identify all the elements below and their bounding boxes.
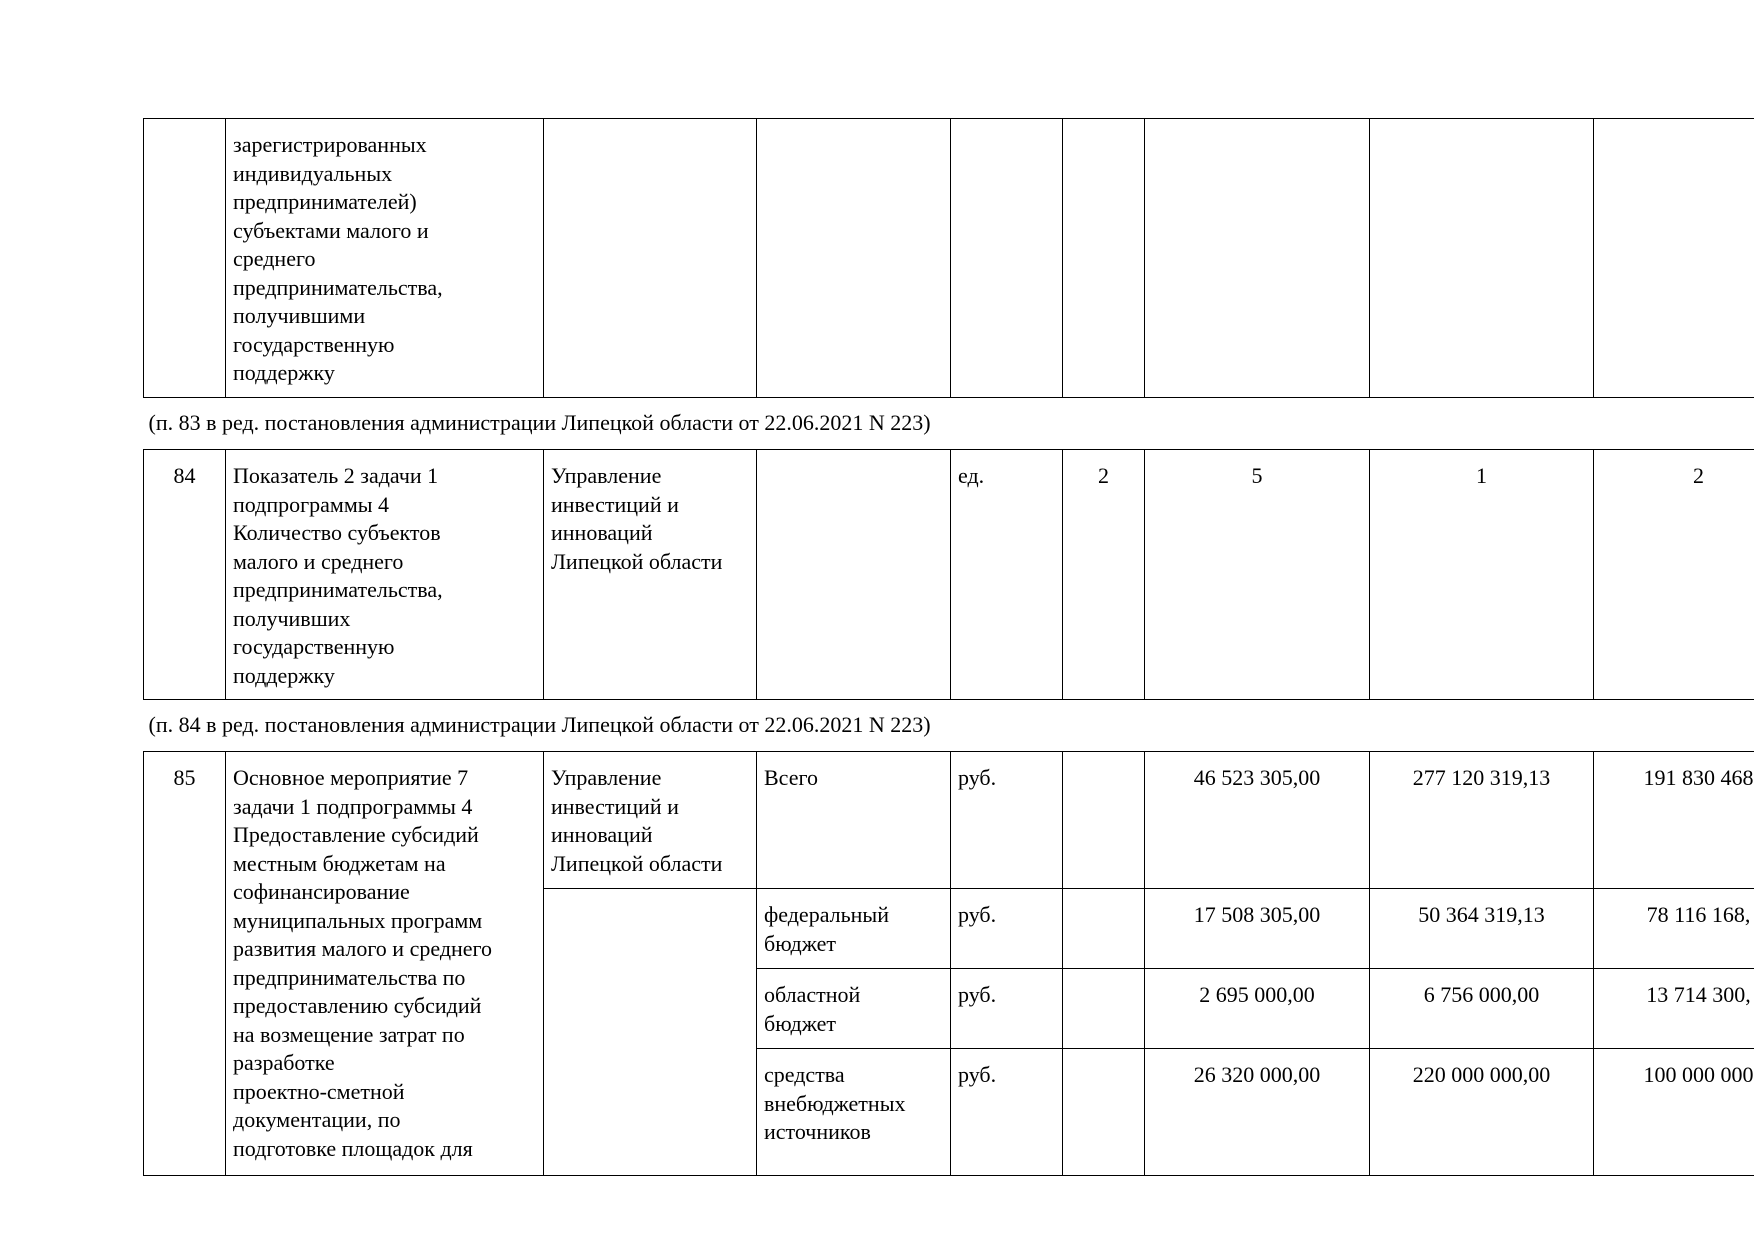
table-row-85-total [144, 752, 1754, 889]
executor [544, 119, 757, 398]
unit: руб. [951, 1049, 1063, 1176]
value-col-6 [1063, 752, 1145, 889]
funding-source: Всего [757, 752, 951, 889]
executor-empty [544, 889, 757, 1176]
value-col-7: 26 320 000,00 [1145, 1049, 1370, 1176]
value-col-8: 1 [1370, 450, 1594, 700]
unit: руб. [951, 889, 1063, 969]
value-col-7: 46 523 305,00 [1145, 752, 1370, 889]
row-number: 85 [144, 752, 226, 1176]
value-col-9: 78 116 168, [1594, 889, 1754, 969]
value-col-9: 2 [1594, 450, 1754, 700]
value-col-8: 50 364 319,13 [1370, 889, 1594, 969]
value-col-9: 100 000 000 [1594, 1049, 1754, 1176]
value-col-6 [1063, 969, 1145, 1049]
unit [951, 119, 1063, 398]
amendment-note-83: (п. 83 в ред. постановления администрации Липецкой области от 22.06.2021 N 223) [144, 398, 1754, 450]
indicator-name: зарегистрированных индивидуальных предпринимателей) субъектами малого и среднего предпринимательства, получившими государственную поддержку [226, 119, 544, 398]
funding-source: федеральный бюджет [757, 889, 951, 969]
value-col-8: 277 120 319,13 [1370, 752, 1594, 889]
value-col-8 [1370, 119, 1594, 398]
value-col-6 [1063, 889, 1145, 969]
unit: ед. [951, 450, 1063, 700]
value-col-8: 220 000 000,00 [1370, 1049, 1594, 1176]
amendment-note-row [144, 398, 1754, 450]
value-col-7: 5 [1145, 450, 1370, 700]
table-row-84 [144, 450, 1754, 700]
executor: Управление инвестиций и инноваций Липецкой области [544, 450, 757, 700]
funding-source [757, 450, 951, 700]
indicator-name: Основное мероприятие 7 задачи 1 подпрограммы 4 Предоставление субсидий местным бюджетам на софинансирование муниципальных программ развития малого и среднего предпринимательства по предоставлению субсидий на возмещение затрат по разработке проектно-сметной документации, по подготовке площадок для [226, 752, 544, 1176]
value-col-6 [1063, 119, 1145, 398]
funding-source [757, 119, 951, 398]
unit: руб. [951, 752, 1063, 889]
value-col-6 [1063, 1049, 1145, 1176]
value-col-7: 17 508 305,00 [1145, 889, 1370, 969]
value-col-9: 13 714 300, [1594, 969, 1754, 1049]
row-number: 84 [144, 450, 226, 700]
amendment-note-84: (п. 84 в ред. постановления администрации Липецкой области от 22.06.2021 N 223) [144, 700, 1754, 752]
value-col-6: 2 [1063, 450, 1145, 700]
value-col-9: 191 830 468 [1594, 752, 1754, 889]
funding-source: областной бюджет [757, 969, 951, 1049]
value-col-8: 6 756 000,00 [1370, 969, 1594, 1049]
funding-source: средства внебюджетных источников [757, 1049, 951, 1176]
executor: Управление инвестиций и инноваций Липецкой области [544, 752, 757, 889]
value-col-7 [1145, 119, 1370, 398]
indicators-table [143, 118, 1754, 1176]
row-number [144, 119, 226, 398]
indicator-name: Показатель 2 задачи 1 подпрограммы 4 Количество субъектов малого и среднего предпринимательства, получивших государственную поддержку [226, 450, 544, 700]
amendment-note-row [144, 700, 1754, 752]
value-col-9 [1594, 119, 1754, 398]
value-col-7: 2 695 000,00 [1145, 969, 1370, 1049]
unit: руб. [951, 969, 1063, 1049]
table-row-83-continued [144, 119, 1754, 398]
